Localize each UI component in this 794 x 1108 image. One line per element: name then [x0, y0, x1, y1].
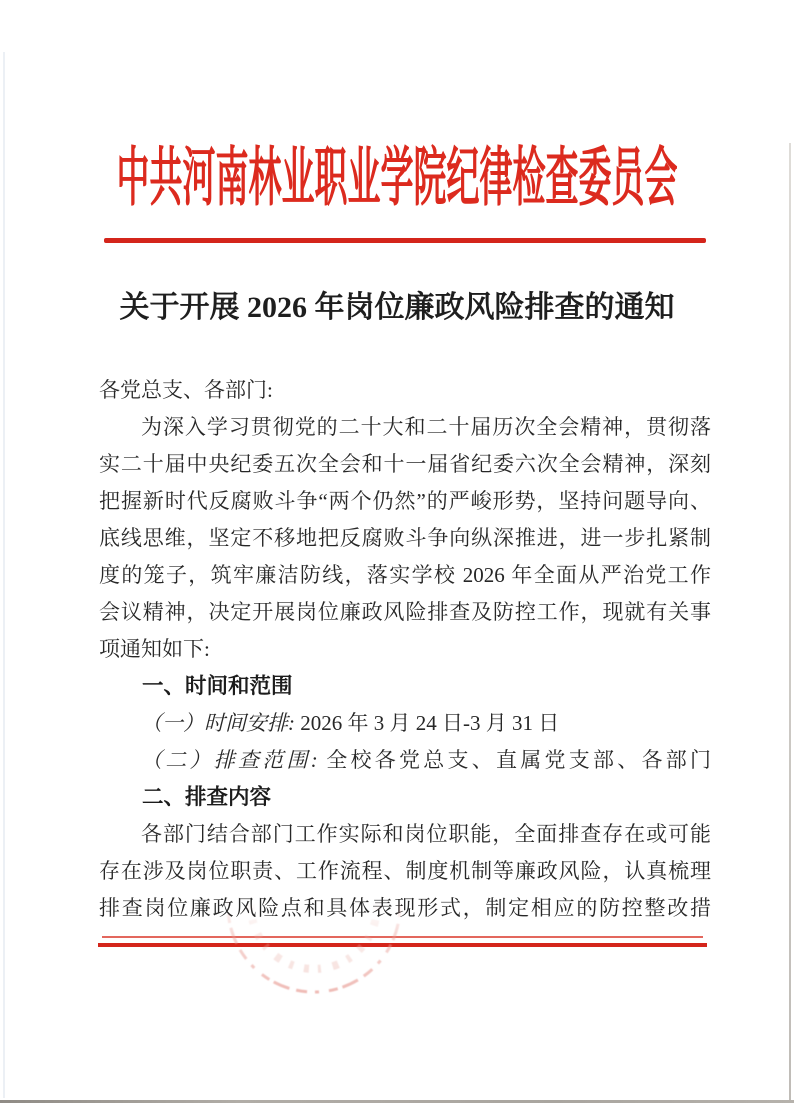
- body-line: 排查岗位廉政风险点和具体表现形式，制定相应的防控整改措: [99, 896, 711, 920]
- body-line: 各部门结合部门工作实际和岗位职能，全面排查存在或可能: [141, 822, 711, 846]
- document-title: 关于开展 2026 年岗位廉政风险排查的通知: [119, 291, 675, 324]
- body-line: 会议精神，决定开展岗位廉政风险排查及防控工作，现就有关事: [99, 600, 711, 624]
- item-value: 2026 年 3 月 24 日-3 月 31 日: [295, 711, 560, 735]
- section-heading-2: 二、排查内容: [142, 785, 272, 809]
- item-line-scope: [99, 742, 711, 779]
- body-line: 度的笼子，筑牢廉洁防线，落实学校 2026 年全面从严治党工作: [99, 563, 711, 587]
- body-line: 实二十届中央纪委五次全会和十一届省纪委六次全会精神，深刻: [99, 452, 711, 476]
- body-line: 底线思维，坚定不移地把反腐败斗争向纵深推进，进一步扎紧制: [99, 526, 711, 550]
- item-line-time: [99, 705, 711, 742]
- footer-red-rule-thick: [98, 943, 707, 947]
- body-line: 为深入学习贯彻党的二十大和二十届历次全会精神，贯彻落: [141, 415, 711, 439]
- footer-red-rule-thin: [102, 936, 703, 938]
- page-edge-right-shadow: [789, 143, 791, 1101]
- item-value: 全校各党总支、直属党支部、各部门: [317, 748, 711, 772]
- body-line: 把握新时代反腐败斗争“两个仍然”的严峻形势，坚持问题导向、: [99, 489, 711, 513]
- item-label: （二）排查范围:: [141, 748, 318, 772]
- letterhead-red-rule: [104, 238, 706, 243]
- letterhead-org-name: 中共河南林业职业学院纪律检查委员会: [116, 145, 678, 216]
- body-line: 存在涉及岗位职责、工作流程、制度机制等廉政风险，认真梳理: [99, 859, 711, 883]
- section-heading-1: 一、时间和范围: [142, 674, 293, 698]
- body-line: 项通知如下:: [99, 637, 210, 661]
- item-label: （一）时间安排:: [141, 711, 295, 735]
- page-edge-bottom-shadow: [0, 1100, 794, 1103]
- salutation-line: 各党总支、各部门:: [99, 378, 273, 402]
- document-body: [99, 372, 711, 927]
